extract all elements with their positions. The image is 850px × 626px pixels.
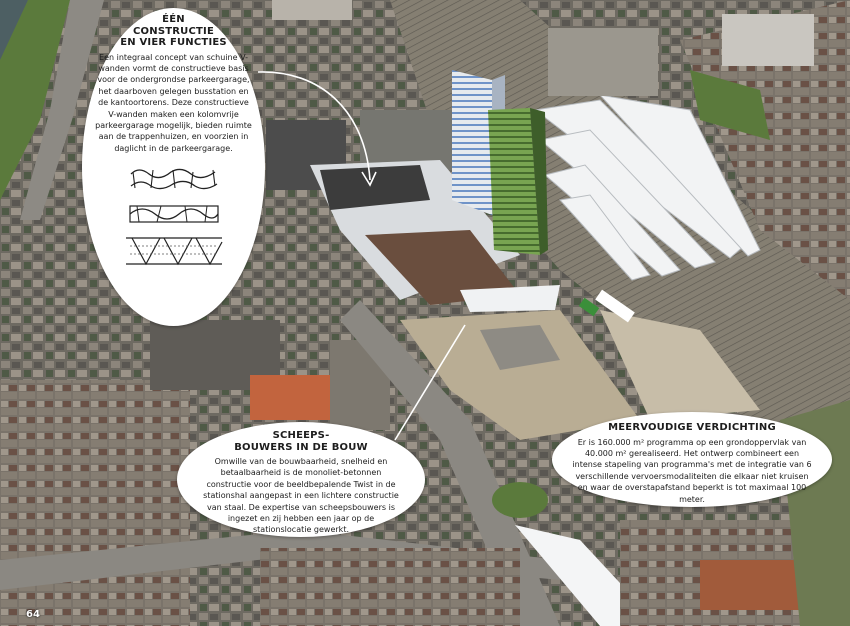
densification-text: Er is 160.000 m² programma op een grondoppervlak van 40.000 m² gerealiseerd. Het ontwerp combineert een intense stapeling van programma's met de integratie van 6 verschillende vervoersmodaliteiten die elkaar niet kruisen en waar de overstapafstand beperkt is tot maximaal 100 meter.: [572, 437, 812, 504]
shipbuilders-info-bubble: [177, 422, 425, 537]
densification-title: MEERVOUDIGE VERDICHTING: [608, 422, 776, 433]
construction-title-line-1: ÉÉN: [162, 14, 185, 25]
shipbuilders-title-line-1: SCHEEPS-: [272, 430, 330, 441]
v-wall-sketch-icon: [129, 164, 219, 194]
construction-info-bubble: [82, 8, 265, 326]
v-wall-sketch-icon-2: [127, 200, 221, 228]
densification-info-bubble: [552, 412, 832, 507]
shipbuilders-title: [201, 430, 401, 453]
construction-text: Een integraal concept van schuine V-wanden vormt de constructieve basis voor de ondergrondse parkeergarage, het daarboven gelegen busstation en de kantoortorens. Deze constructieve V-wanden maken een kolomvrije parkeergarage mogelijk, bieden ruimte aan de trappenhuizen, en voorzien in daglicht in de parkeergarage.: [95, 52, 252, 153]
v-wall-sketch-icon-3: [124, 234, 224, 268]
v-wall-sketches: [94, 164, 253, 268]
construction-title: [94, 14, 253, 49]
page-number: 64: [26, 609, 40, 620]
shipbuilders-title-line-2: BOUWERS IN DE BOUW: [234, 441, 368, 453]
shipbuilders-text: Omwille van de bouwbaarheid, snelheid en betaalbaarheid is de monoliet-betonnen constructie voor de beeldbepalende Twist in de stationshal aangepast in een lichtere constructie van staal. De expertise van scheepsbouwers is ingezet en zij hebben een jaar op de stationslocatie gewerkt.: [203, 457, 399, 535]
construction-title-line-3: EN VIER FUNCTIES: [120, 37, 227, 48]
construction-title-line-2: CONSTRUCTIE: [133, 25, 214, 37]
